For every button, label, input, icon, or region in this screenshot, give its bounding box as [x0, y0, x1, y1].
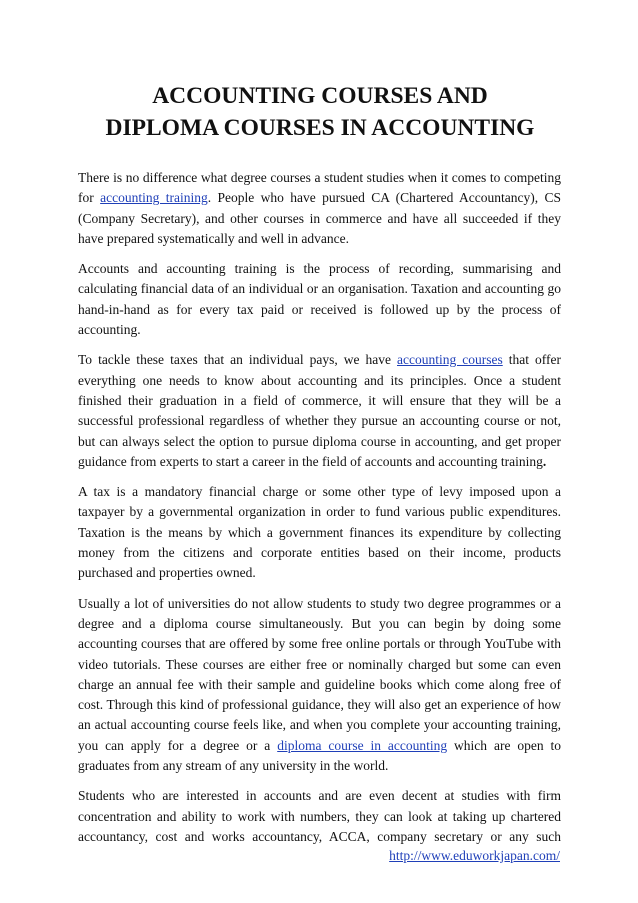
accounting-training-link[interactable]: accounting training	[100, 190, 208, 206]
page-title	[60, 80, 580, 144]
title-line-1: ACCOUNTING COURSES AND	[152, 83, 488, 109]
paragraph-1	[78, 168, 561, 249]
accounting-courses-link[interactable]: accounting courses	[397, 352, 503, 368]
paragraph-1-text-a: There is no difference what degree courses a student studies when it comes to competing for	[78, 170, 561, 206]
paragraph-3-text-b: that offer everything one needs to know about accounting and its principles. Once a student finished their graduation in a field of commerce, it will ensure that they will be a successful professional regardless of whether they pursue an accounting course or not, but can always select the option to pursue diploma course in accounting, and get proper guidance from experts to start a career in the field of accounts and accounting training	[78, 352, 561, 469]
title-line-2: DIPLOMA COURSES IN ACCOUNTING	[105, 115, 535, 141]
paragraph-3-end-mark: .	[542, 453, 547, 469]
diploma-course-link[interactable]: diploma course in accounting	[277, 737, 448, 753]
page-footer	[389, 848, 560, 864]
paragraph-5	[78, 594, 561, 777]
footer-url-link[interactable]: http://www.eduworkjapan.com/	[389, 848, 560, 863]
article-body	[78, 168, 561, 857]
paragraph-1-text-b: . People who have pursued CA (Chartered Accountancy), CS (Company Secretary), and other courses in commerce and have all succeeded if they have prepared systematically and well in advance.	[78, 190, 561, 246]
paragraph-3	[78, 350, 561, 472]
paragraph-2: Accounts and accounting training is the process of recording, summarising and calculating financial data of an individual or an organisation. Taxation and accounting go hand-in-hand as for every tax paid or received is followed up by the process of accounting.	[78, 261, 561, 338]
paragraph-5-text-b: which are open to graduates from any stream of any university in the world.	[78, 737, 561, 774]
paragraph-3-text-a: To tackle these taxes that an individual pays, we have	[78, 352, 397, 368]
paragraph-5-text-a: Usually a lot of universities do not allow students to study two degree programmes or a degree and a diploma course simultaneously. But you can begin by doing some accounting courses that are offered by some free online portals or through YouTube with video tutorials. These courses are either free or nominally charged but some can even charge an annual fee with their sample and guideline books which come along free of cost. Through this kind of professional guidance, they will also get an experience of how an actual accounting course feels like, and when you complete your accounting training, you can apply for a degree or a	[78, 595, 561, 753]
paragraph-4: A tax is a mandatory financial charge or some other type of levy imposed upon a taxpayer by a governmental organization in order to fund various public expenditures. Taxation is the means by which a government finances its expenditure by collecting money from the citizens and corporate entities based on their income, products purchased and properties owned.	[78, 484, 561, 581]
paragraph-6: Students who are interested in accounts and are even decent at studies with firm concentration and ability to work with numbers, they can look at taking up chartered accountancy, cost and works accountancy, ACCA, company secretary or any such	[78, 788, 561, 844]
